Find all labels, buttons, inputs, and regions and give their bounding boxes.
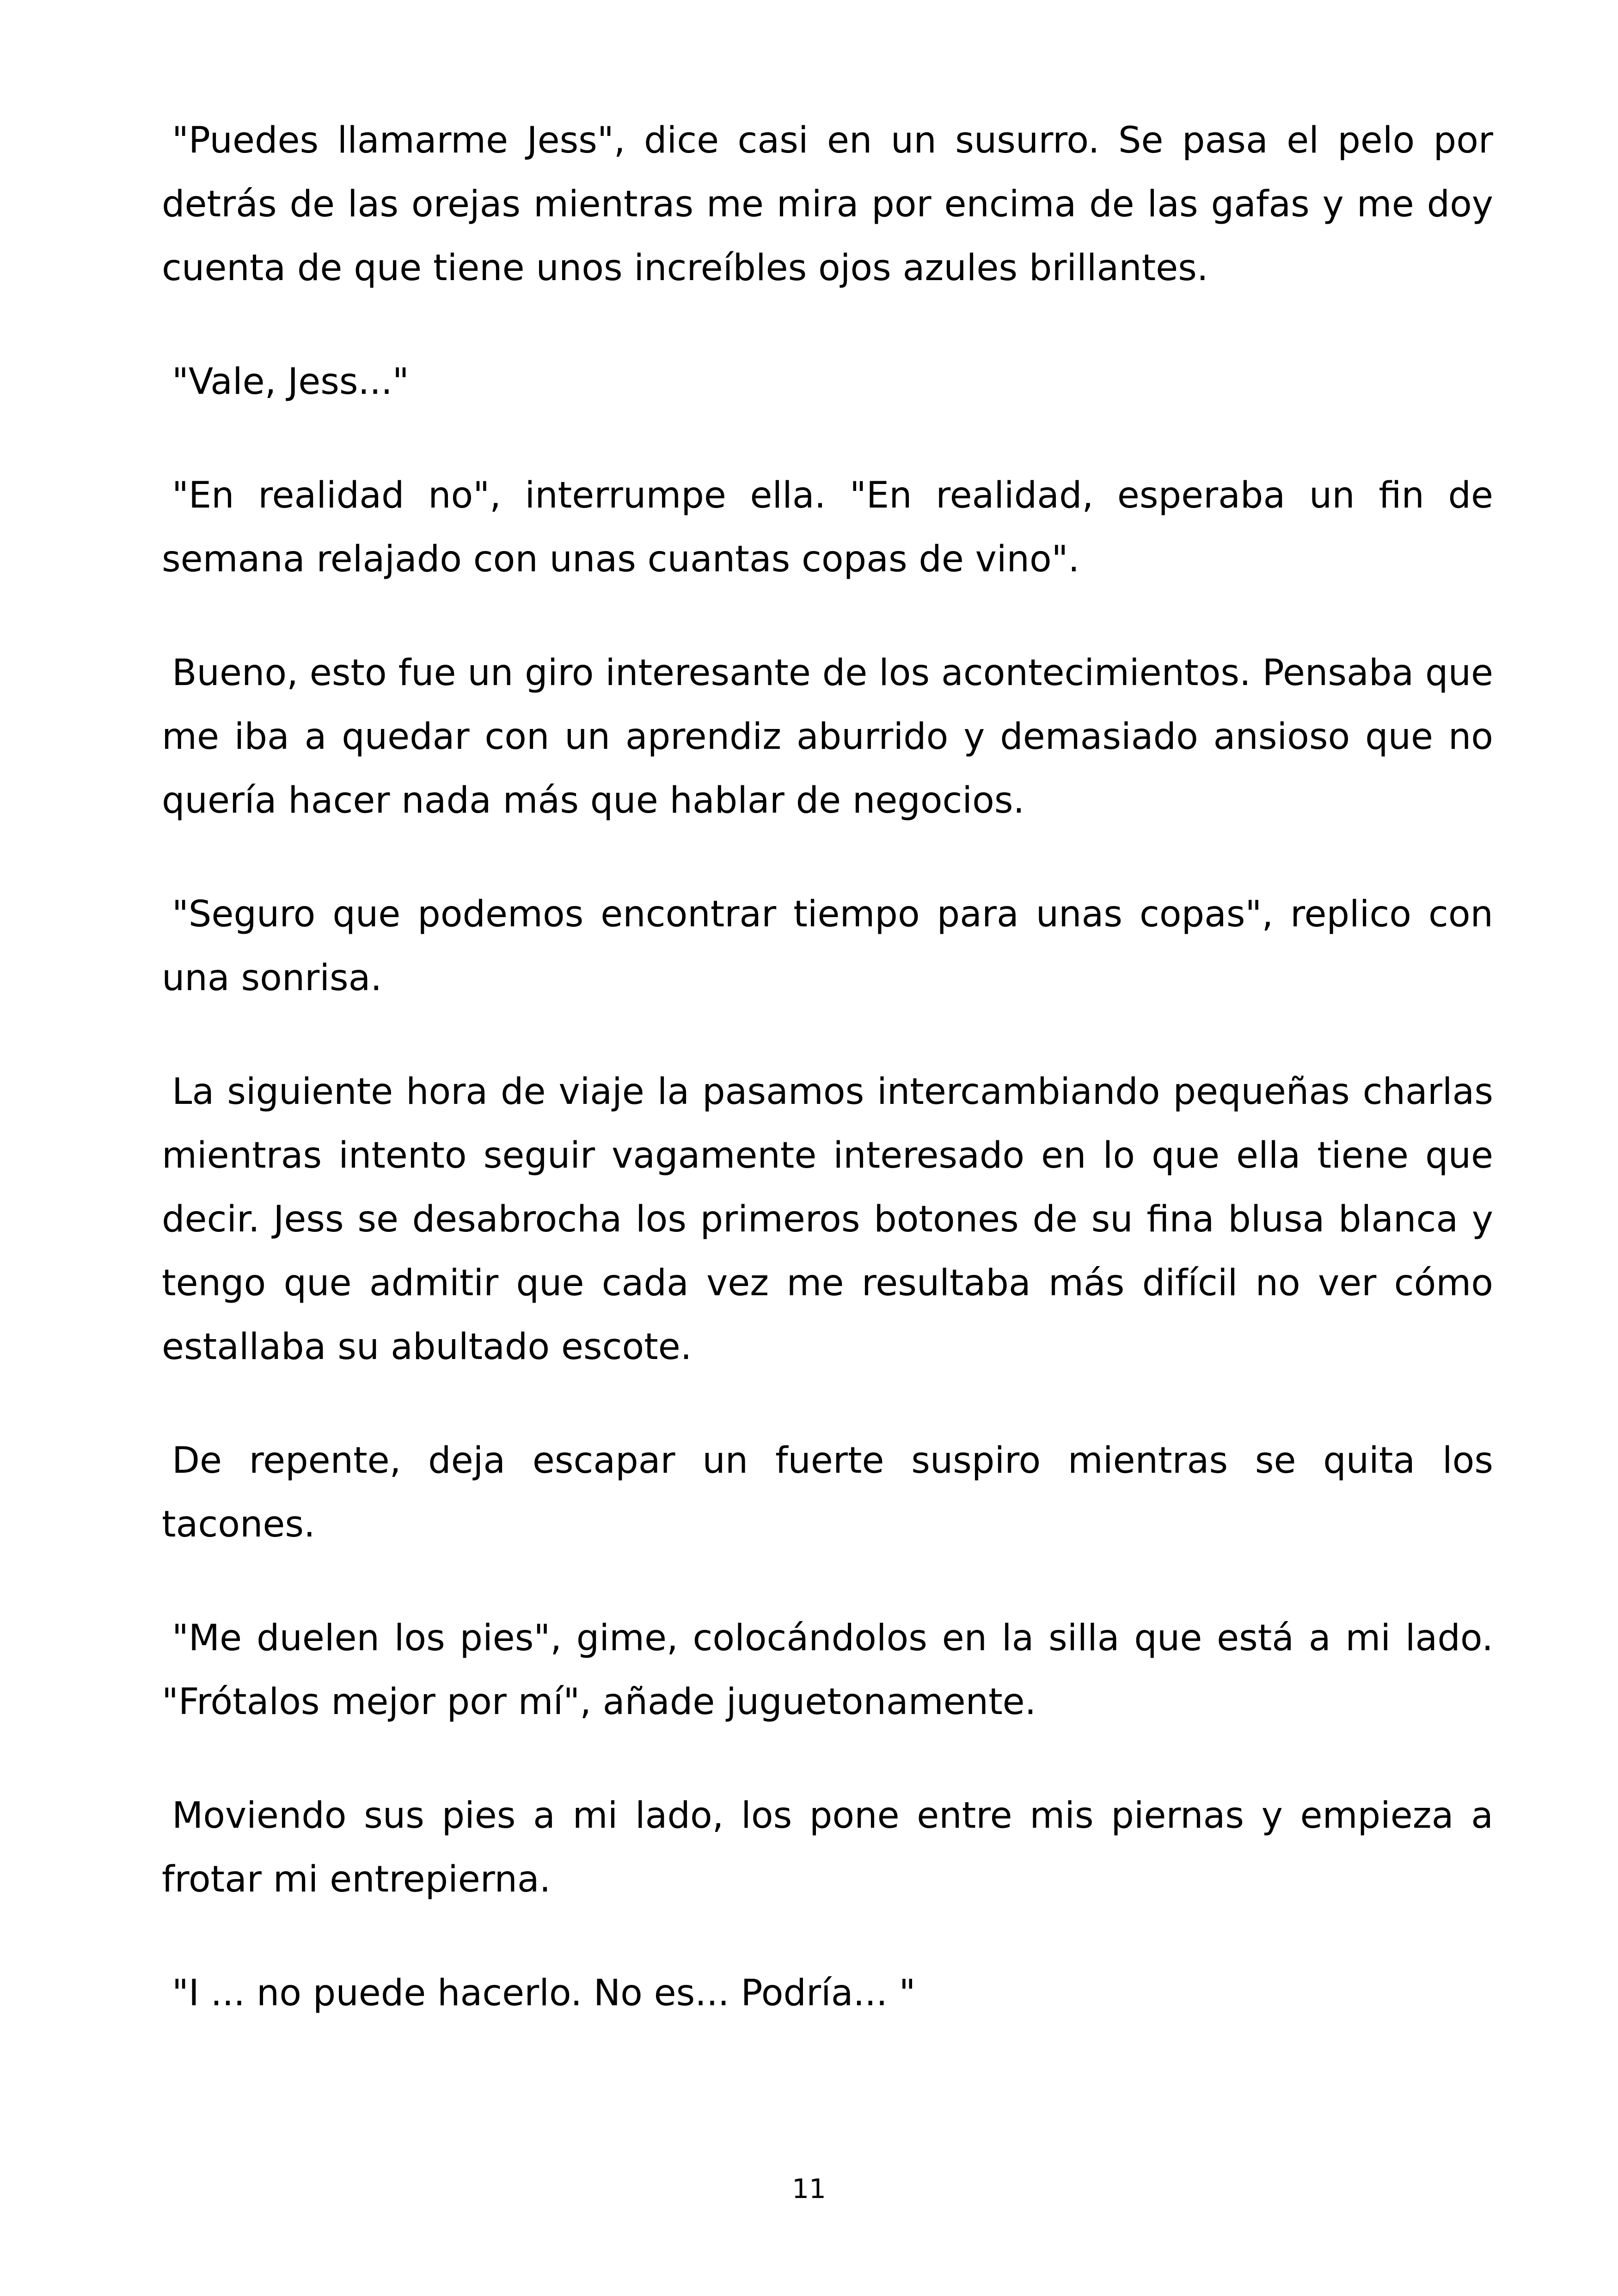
paragraph-4: Bueno, esto fue un giro interesante de los acontecimientos. Pensaba que me iba a quedar con un aprendiz aburrido y demasiado ansioso que no quería hacer nada más que hablar de negocios. [162,652,1493,821]
paragraph-3: "En realidad no", interrumpe ella. "En realidad, esperaba un fin de semana relajado con unas cuantas copas de vino". [162,475,1493,580]
paragraph-2: "Vale, Jess..." [172,361,409,403]
paragraph-5: "Seguro que podemos encontrar tiempo para unas copas", replico con una sonrisa. [162,894,1493,999]
page-body [162,109,1493,2025]
paragraph-6: La siguiente hora de viaje la pasamos intercambiando pequeñas charlas mientras intento seguir vagamente interesado en lo que ella tiene que decir. Jess se desabrocha los primeros botones de su fina blusa blanca y tengo que admitir que cada vez me resultaba más difícil no ver cómo estallaba su abultado escote. [162,1071,1493,1368]
page-number: 11 [792,2173,826,2204]
paragraph-7: De repente, deja escapar un fuerte suspiro mientras se quita los tacones. [162,1440,1493,1545]
paragraph-1: "Puedes llamarme Jess", dice casi en un susurro. Se pasa el pelo por detrás de las orejas mientras me mira por encima de las gafas y me doy cuenta de que tiene unos increíbles ojos azules brillantes. [162,120,1493,289]
paragraph-8: "Me duelen los pies", gime, colocándolos en la silla que está a mi lado. "Frótalos mejor por mí", añade juguetonamente. [162,1617,1493,1723]
paragraph-10: "I ... no puede hacerlo. No es... Podría... " [172,1972,916,2014]
paragraph-9: Moviendo sus pies a mi lado, los pone entre mis piernas y empieza a frotar mi entrepierna. [162,1795,1493,1900]
